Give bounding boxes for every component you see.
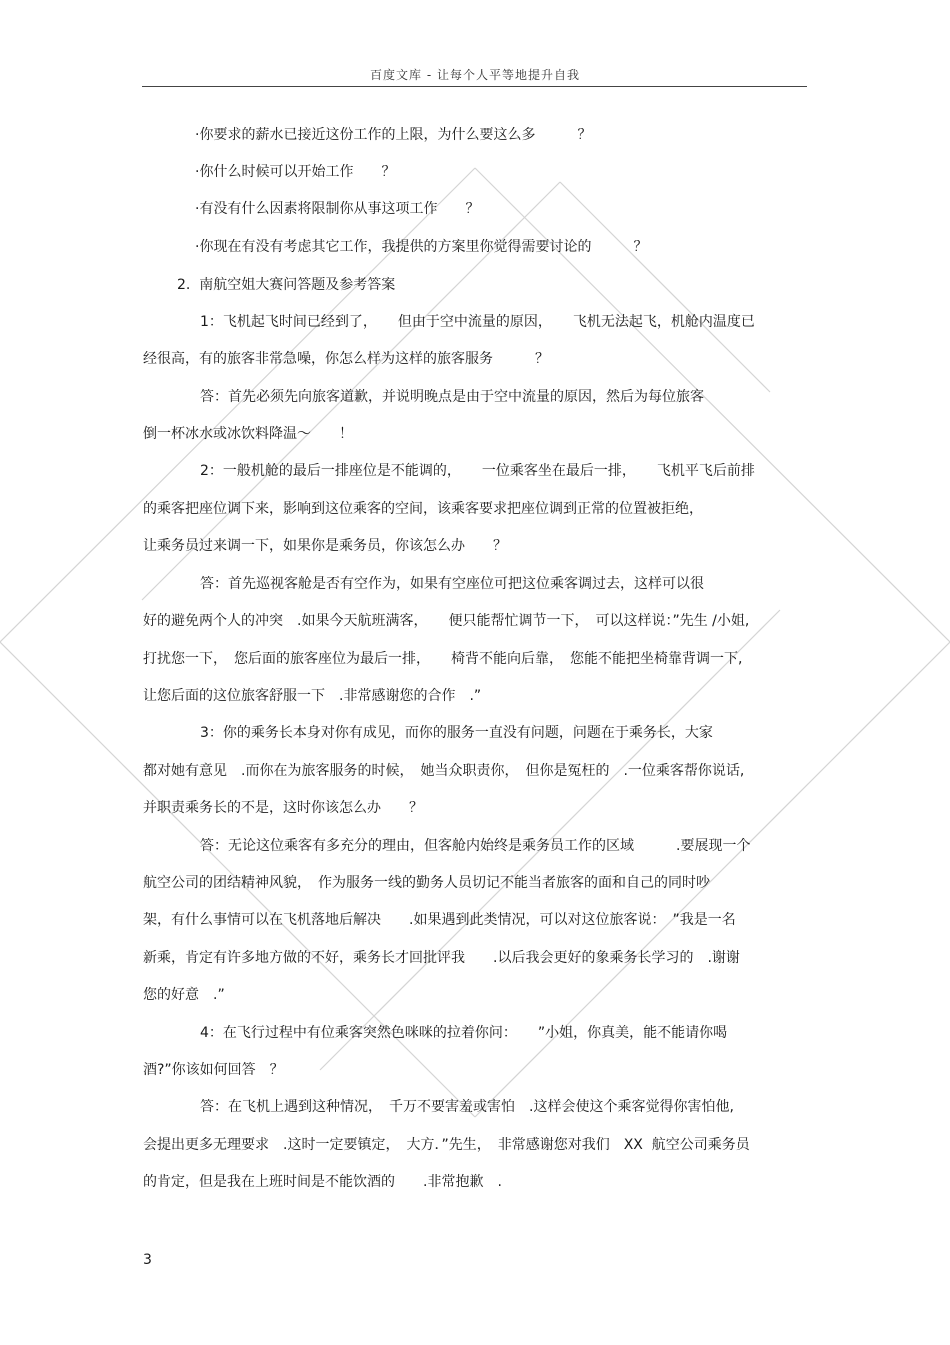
page-header: 百度文库 - 让每个人平等地提升自我 (370, 68, 580, 82)
answer-3: 答：无论这位乘客有多充分的理由，但客舱内始终是乘务员工作的区域 .要展现一个 (200, 838, 751, 854)
answer-4: 的肯定，但是我在上班时间是不能饮酒的 .非常抱歉 . (143, 1174, 502, 1190)
question-2: 2：一般机舱的最后一排座位是不能调的， 一位乘客坐在最后一排， 飞机平飞后前排 (200, 463, 755, 479)
answer-3: 架，有什么事情可以在飞机落地后解决 .如果遇到此类情况，可以对这位旅客说： ”我是一名 (143, 912, 736, 928)
question-3: 并职责乘务长的不是，这时你该怎么办 ？ (143, 800, 423, 816)
question-1: 经很高，有的旅客非常急噪，你怎么样为这样的旅客服务 ？ (143, 351, 549, 367)
answer-3: 您的好意 .” (143, 987, 225, 1003)
question-2: 让乘务员过来调一下，如果你是乘务员，你该怎么办 ？ (143, 538, 507, 554)
question-3: 3：你的乘务长本身对你有成见，而你的服务一直没有问题，问题在于乘务长，大家 (200, 725, 713, 741)
header-divider (142, 86, 807, 87)
answer-2: 打扰您一下， 您后面的旅客座位为最后一排， 椅背不能向后靠， 您能不能把坐椅靠背调一下, (143, 651, 743, 667)
answer-1: 倒一杯冰水或冰饮料降温～ ！ (143, 426, 353, 442)
question-4: 4：在飞行过程中有位乘客突然色咪咪的拉着你问： ”小姐，你真美，能不能请你喝 (200, 1025, 728, 1041)
page-number: 3 (143, 1252, 152, 1268)
bullet-question: ·你现在有没有考虑其它工作，我提供的方案里你觉得需要讨论的 ？ (195, 239, 648, 255)
bullet-question: ·有没有什么因素将限制你从事这项工作 ？ (195, 201, 480, 217)
answer-4: 会提出更多无理要求 .这时一定要镇定， 大方．”先生， 非常感谢您对我们 XX 航空公司乘务员 (143, 1137, 750, 1153)
bullet-question: ·你什么时候可以开始工作 ？ (195, 164, 396, 180)
section-heading: 2. 南航空姐大赛问答题及参考答案 (177, 277, 396, 293)
bullet-question: ·你要求的薪水已接近这份工作的上限，为什么要这么多 ？ (195, 127, 592, 143)
answer-2: 好的避免两个人的冲突 .如果今天航班满客， 便只能帮忙调节一下， 可以这样说：”先生 /小姐, (143, 613, 750, 629)
answer-2: 答：首先巡视客舱是否有空作为，如果有空座位可把这位乘客调过去，这样可以很 (200, 576, 704, 592)
question-3: 都对她有意见 .而你在为旅客服务的时候， 她当众职责你， 但你是冤枉的 .一位乘客帮你说话, (143, 763, 745, 779)
question-2: 的乘客把座位调下来，影响到这位乘客的空间，该乘客要求把座位调到正常的位置被拒绝， (143, 501, 703, 517)
answer-3: 新乘，肯定有许多地方做的不好，乘务长才回批评我 .以后我会更好的象乘务长学习的 .谢谢 (143, 950, 740, 966)
question-4: 酒?”你该如何回答 ？ (143, 1062, 284, 1078)
answer-4: 答：在飞机上遇到这种情况， 千万不要害羞或害怕 .这样会使这个乘客觉得你害怕他, (200, 1099, 734, 1115)
answer-1: 答：首先必须先向旅客道歉，并说明晚点是由于空中流量的原因，然后为每位旅客 (200, 389, 704, 405)
answer-2: 让您后面的这位旅客舒服一下 .非常感谢您的合作 .” (143, 688, 482, 704)
question-1: 1：飞机起飞时间已经到了， 但由于空中流量的原因， 飞机无法起飞，机舱内温度已 (200, 314, 755, 330)
answer-3: 航空公司的团结精神风貌， 作为服务一线的勤务人员切记不能当者旅客的面和自己的同时吵 (143, 875, 710, 891)
